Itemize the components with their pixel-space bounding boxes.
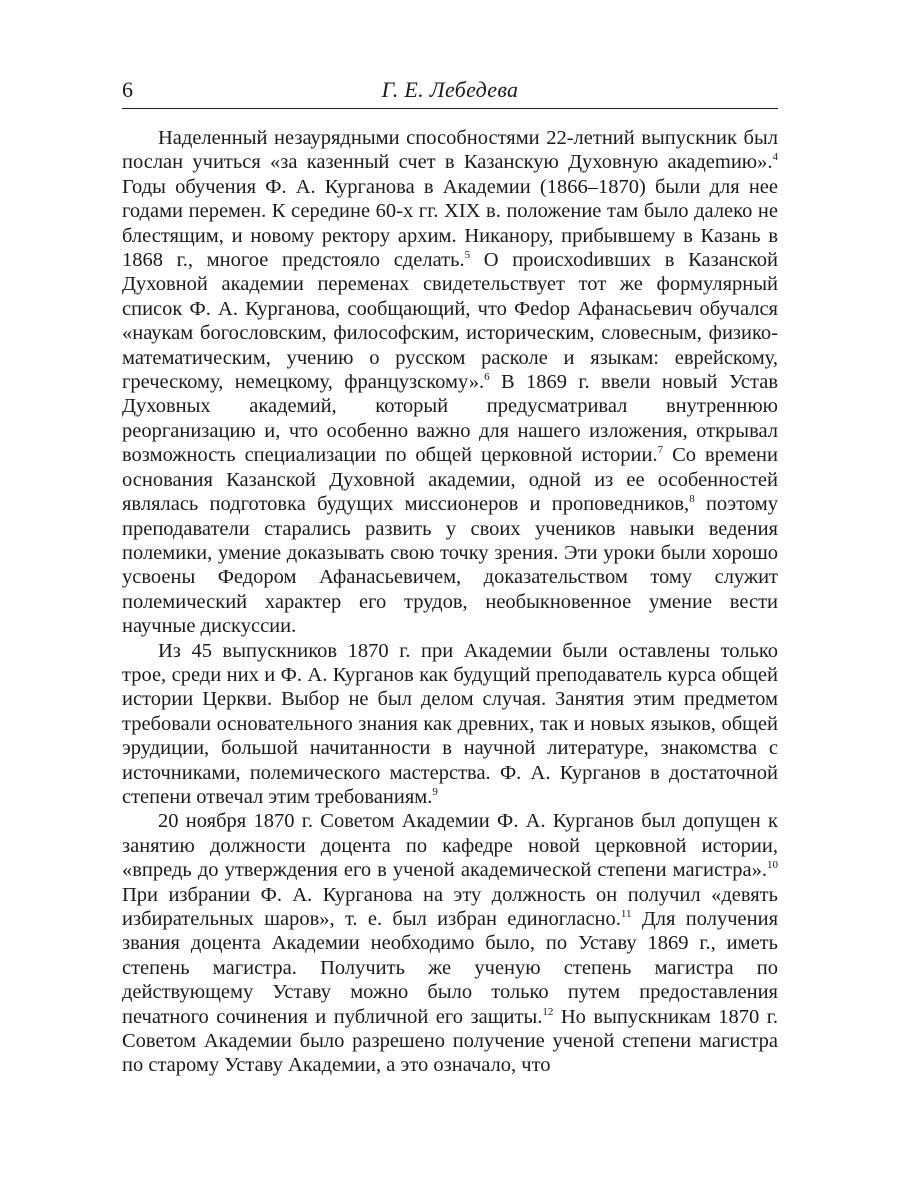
footnote-ref: 12: [542, 1005, 554, 1018]
page-header: [122, 76, 778, 109]
text-segment: О происхоdивших в Казанской Духовной академии переменах свидетельствует тот же формулярный список Ф. А. Курганова, сообщающий, что Феdор Афанасьевич обучался «наукам богословским, философским, историческим, словесным, физико-математическим, учению о русском расколе и языкам: еврейскому, греческому, немецкому, французскому».: [122, 249, 778, 394]
running-head: Г. Е. Лебедева: [381, 77, 519, 102]
text-segment: поэтому преподаватели старались развить у своих учеников навыки ведения полемики, умение доказывать свою точку зрения. Эти уроки были хорошо усвоены Федором Афанасьевичем, доказательством тому служит полемический характер его трудов, необыкновенное умение вести научные дискуссии.: [122, 493, 778, 638]
text-segment: Но выпускникам 1870 г. Советом Академии было разрешено получение ученой степени магистра по старому Уставу Академии, а это означало, что: [122, 1005, 779, 1077]
footnote-ref: 5: [464, 249, 471, 262]
body-text: [122, 126, 778, 1078]
text-segment: При избрании Ф. А. Курганова на эту должность он получил «девять избирательных шаров», т. е. был избран единогласно.: [122, 883, 778, 930]
text-segment: Со времени основания Казанской Духовной академии, одной из ее особенностей являлась подготовка будущих миссионеров и проповедников,: [122, 444, 778, 516]
paragraph-3: [122, 809, 778, 1077]
footnote-ref: 10: [767, 859, 778, 872]
footnote-ref: 8: [689, 493, 695, 506]
text-segment: 20 ноября 1870 г. Советом Академии Ф. А. Курганов был допущен к занятию должности доцента по кафедре новой церковной истории, «впредь до утверждения его в ученой академической степени магистра».: [122, 810, 778, 882]
text-segment: В 1869 г. ввели новый Устав Духовных академий, который предусматривал внутреннюю реорганизацию и, что особенно важно для нашего изложения, открывал возможность специализации по общей церковной истории.: [122, 371, 779, 467]
paragraph-2: [122, 639, 778, 810]
text-segment: Годы обучения Ф. А. Курганова в Академии (1866–1870) были для нее годами перемен. К середине 60-х гг. XIX в. положение там было далеко не блестящим, и новому ректору архим. Никанору, прибывшему в Казань в 1868 г., многое предстояло сделать.: [122, 175, 778, 272]
text-segment: Наделенный незаурядными способностями 22-летний выпускник был послан учиться «за казенный счет в Казанскую Духовную акадеmию».: [122, 127, 778, 174]
footnote-ref: 9: [432, 786, 438, 799]
footnote-ref: 11: [620, 908, 632, 921]
paragraph-1: [122, 126, 778, 639]
text-segment: Из 45 выпускников 1870 г. при Академии были оставлены только трое, среди них и Ф. А. Курганов как будущий преподаватель курса общей истории Церкви. Выбор не был делом случая. Занятия этим предметом требовали основательного знания как древних, так и новых языков, общей эрудиции, большой начитанности в научной литературе, знакомства с источниками, полемического мастерства. Ф. А. Курганов в достаточной степени отвечал этим требованиям.: [122, 639, 778, 808]
footnote-ref: 6: [484, 371, 490, 384]
text-segment: Для получения звания доцента Академии необходимо было, по Уставу 1869 г., иметь степень магистра. Получить же ученую степень магистра по действующему Уставу можно было только путем предоставления печатного сочинения и публичной его защиты.: [122, 908, 778, 1028]
page-number: 6: [122, 77, 133, 102]
footnote-ref: 4: [772, 151, 778, 164]
footnote-ref: 7: [657, 444, 664, 457]
